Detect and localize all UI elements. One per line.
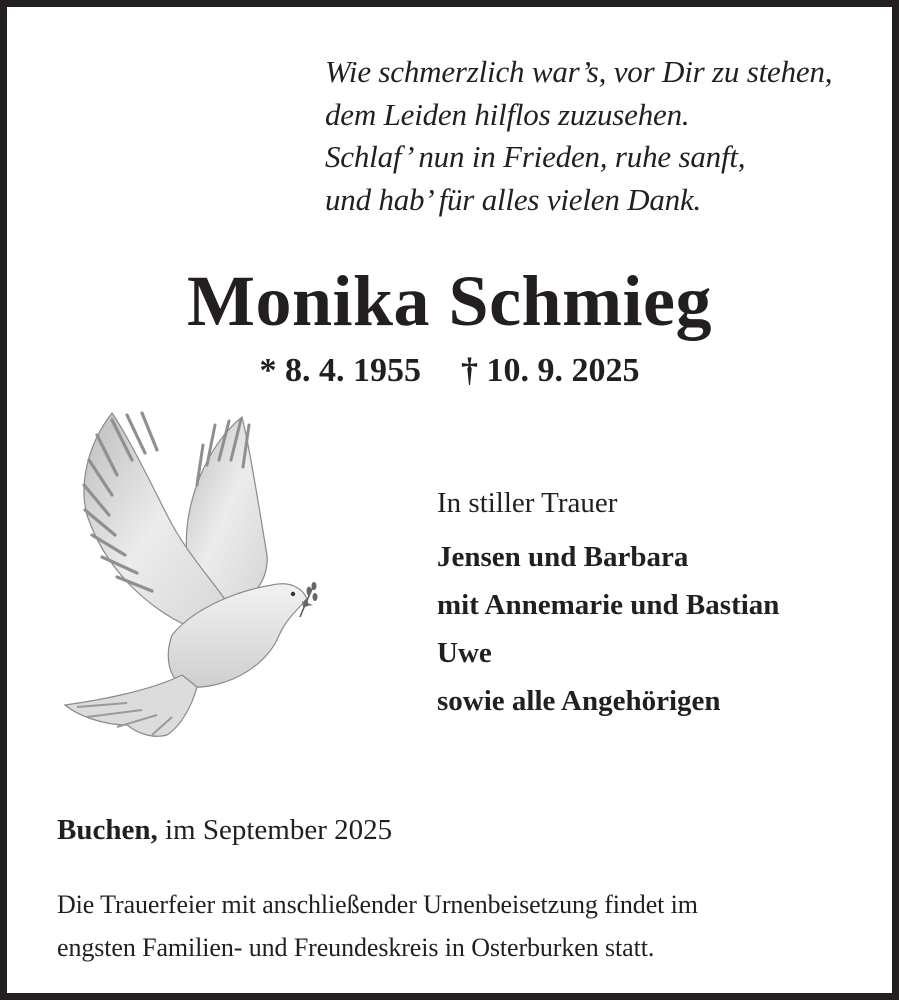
birth-date: * 8. 4. 1955	[259, 352, 421, 389]
mourner-line: Uwe	[437, 637, 492, 669]
place: Buchen,	[57, 814, 158, 846]
notice-line: Die Trauerfeier mit anschließender Urnenbeisetzung findet im	[57, 890, 698, 919]
deceased-name: Monika Schmieg	[186, 261, 713, 341]
mourner-line: Jensen und Barbara	[437, 541, 689, 573]
life-dates	[7, 349, 892, 393]
death-date: † 10. 9. 2025	[461, 352, 640, 389]
dove-icon	[57, 405, 319, 741]
poem-line: Wie schmerzlich war’s, vor Dir zu stehen,	[325, 54, 833, 89]
poem-line: dem Leiden hilflos zuzusehen.	[325, 96, 690, 132]
funeral-notice	[57, 883, 698, 969]
notice-line: engsten Familien- und Freundeskreis in Osterburken statt.	[57, 933, 655, 962]
date: im September 2025	[164, 814, 393, 846]
mourners-block	[437, 481, 779, 725]
place-date	[57, 808, 392, 852]
poem-line: und hab’ für alles vielen Dank.	[325, 181, 702, 217]
poem-line: Schlaf’ nun in Frieden, ruhe sanft,	[325, 139, 746, 174]
mourners-intro: In stiller Trauer	[437, 487, 618, 519]
mourner-line: sowie alle Angehörigen	[437, 685, 721, 717]
poem	[325, 51, 832, 221]
mourner-line: mit Annemarie und Bastian	[437, 589, 780, 621]
